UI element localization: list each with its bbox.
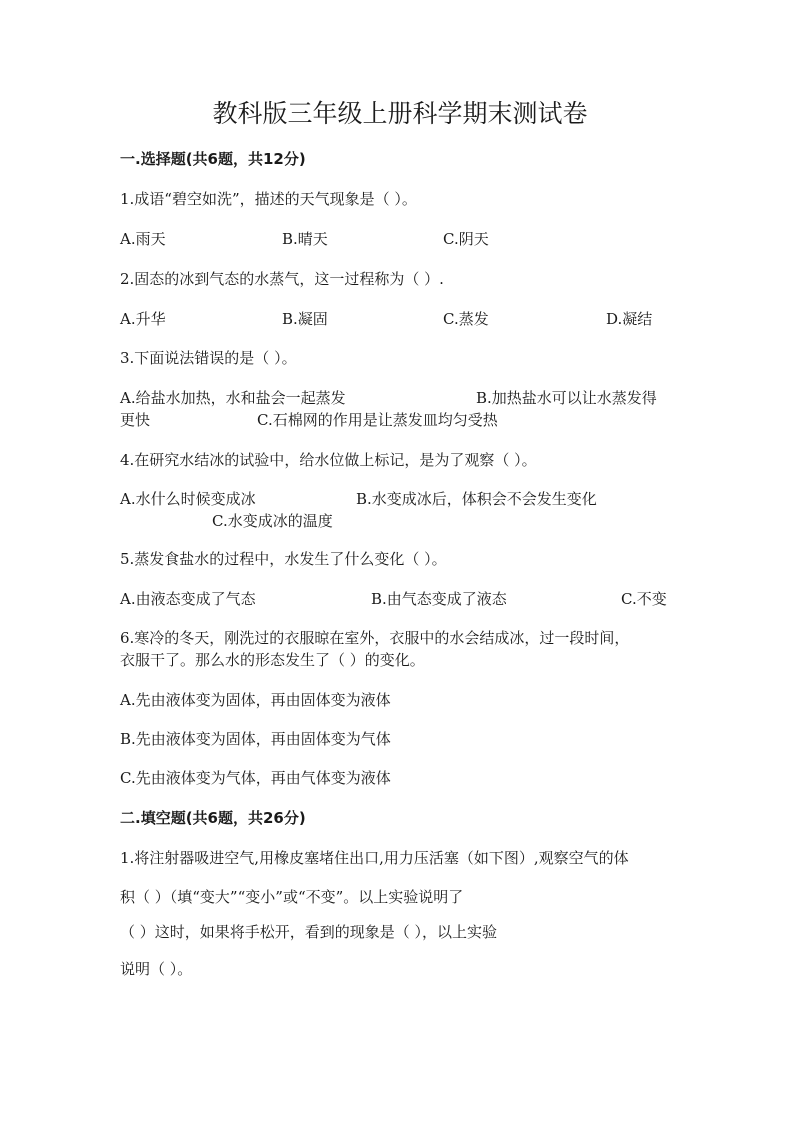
fill-1-line-3: （ ）这时，如果将手松开，看到的现象是（ ），以上实验 [120, 923, 498, 941]
question-4-option-c: C.水变成冰的温度 [212, 512, 333, 530]
page-title: 教科版三年级上册科学期末测试卷 [212, 99, 588, 128]
fill-1-line-4: 说明（ ）。 [120, 960, 193, 978]
question-2-option-a: A.升华 [120, 310, 166, 328]
fill-1-line-1: 1.将注射器吸进空气,用橡皮塞堵住出口,用力压活塞（如下图）,观察空气的体 [120, 849, 629, 867]
question-5-option-b: B.由气态变成了液态 [371, 590, 507, 608]
question-5-stem: 5.蒸发食盐水的过程中，水发生了什么变化（ ）。 [120, 550, 447, 568]
question-2-option-d: D.凝结 [606, 310, 653, 328]
question-4-option-b: B.水变成冰后，体积会不会发生变化 [356, 490, 597, 508]
question-6-option-a: A.先由液体变为固体，再由固体变为液体 [120, 691, 391, 709]
question-5-option-c: C.不变 [621, 590, 667, 608]
question-3-option-a: A.给盐水加热，水和盐会一起蒸发 [120, 389, 346, 407]
question-5-option-a: A.由液态变成了气态 [120, 590, 256, 608]
question-2-stem: 2.固态的冰到气态的水蒸气，这一过程称为（ ）. [120, 270, 444, 288]
question-3-option-b: B.加热盐水可以让水蒸发得 [476, 389, 657, 407]
question-1-option-a: A.雨天 [120, 230, 166, 248]
fill-1-line-2: 积（ ）（填“变大”“变小”或“不变”。以上实验说明了 [120, 888, 464, 906]
question-1-option-b: B.晴天 [282, 230, 328, 248]
question-3-stem: 3.下面说法错误的是（ ）。 [120, 349, 297, 367]
question-2-option-b: B.凝固 [282, 310, 328, 328]
question-4-stem: 4.在研究水结冰的试验中，给水位做上标记，是为了观察（ ）。 [120, 451, 537, 469]
question-3-option-c: C.石棉网的作用是让蒸发皿均匀受热 [257, 411, 498, 429]
section-heading-choice: 一.选择题(共6题，共12分) [120, 150, 306, 168]
question-3-option-b-continued: 更快 [120, 411, 151, 429]
question-6-stem-line-1: 6.寒冷的冬天，刚洗过的衣服晾在室外，衣服中的水会结成冰，过一段时间， [120, 629, 630, 647]
question-6-option-b: B.先由液体变为固体，再由固体变为气体 [120, 730, 391, 748]
section-heading-fill: 二.填空题(共6题，共26分) [120, 809, 306, 827]
question-1-option-c: C.阴天 [443, 230, 489, 248]
question-2-option-c: C.蒸发 [443, 310, 489, 328]
question-1-stem: 1.成语“碧空如洗”，描述的天气现象是（ ）。 [120, 190, 417, 208]
question-6-stem-line-2: 衣服干了。那么水的形态发生了（ ）的变化。 [120, 651, 425, 669]
question-4-option-a: A.水什么时候变成冰 [120, 490, 256, 508]
question-6-option-c: C.先由液体变为气体，再由气体变为液体 [120, 769, 391, 787]
